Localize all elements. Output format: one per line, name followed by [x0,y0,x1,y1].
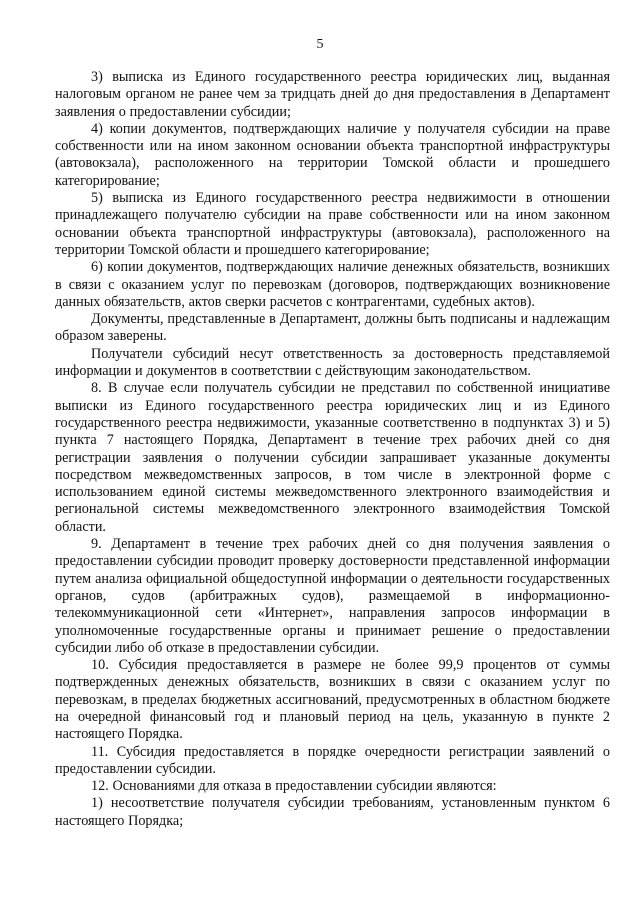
paragraph-section-8: 8. В случае если получатель субсидии не представил по собственной инициативе выписки из Единого государственного реестра юридических лиц и из Единого государственного реестра недвижимости, указанные соответственно в подпунктах 3) и 5) пункта 7 настоящего Порядка, Департамент в течение трех рабочих дней со дня регистрации заявления о получении субсидии запрашивает указанные документы посредством межведомственных запросов, в том числе в электронной форме с использованием единой системы межведомственного электронного взаимодействия и региональной системы межведомственного электронного взаимодействия Томской области. [55,380,610,535]
paragraph-section-9: 9. Департамент в течение трех рабочих дней со дня получения заявления о предоставлении субсидии проводит проверку достоверности представленной информации путем анализа официальной общедоступной информации о деятельности государственных органов, судов (арбитражных судов), размещаемой в информационно-телекоммуникационной сети «Интернет», направления запросов информации в уполномоченные государственные органы и принимает решение о предоставлении субсидии либо об отказе в предоставлении субсидии. [55,536,610,656]
paragraph-section-12: 12. Основаниями для отказа в предоставлении субсидии являются: [91,778,497,795]
paragraph-section-11: 11. Субсидия предоставляется в порядке очередности регистрации заявлений о предоставлении субсидии. [55,743,610,777]
paragraph-item-6: 6) копии документов, подтверждающих наличие денежных обязательств, возникших в связи с оказанием услуг по перевозкам (договоров, подтверждающих возникновение данных обязательств, актов сверки расчетов с контрагентами, судебных актов). [55,259,610,310]
paragraph-refusal-item-1: 1) несоответствие получателя субсидии требованиям, установленным пунктом 6 настоящего Порядка; [55,795,610,829]
paragraph-documents-signed: Документы, представленные в Департамент, должны быть подписаны и надлежащим образом заверены. [55,311,610,345]
paragraph-item-4: 4) копии документов, подтверждающих наличие у получателя субсидии на праве собственности или на ином законном основании объекта транспортной инфраструктуры (автовокзала), расположенного на территории Томской области и прошедшего категорирование; [55,120,610,189]
page-number: 5 [316,37,324,52]
document-body [55,69,610,830]
paragraph-item-3: 3) выписка из Единого государственного реестра юридических лиц, выданная налоговым органом не ранее чем за тридцать дней до дня предоставления в Департамент заявления о предоставлении субсидии; [55,69,610,120]
paragraph-item-5: 5) выписка из Единого государственного реестра недвижимости в отношении принадлежащего получателю субсидии на праве собственности или на ином законном основании объекта транспортной инфраструктуры (автовокзала), расположенного на территории Томской области и прошедшего категорирование; [55,190,610,258]
paragraph-responsibility: Получатели субсидий несут ответственность за достоверность представляемой информации и документов в соответствии с действующим законодательством. [55,345,610,380]
paragraph-section-10: 10. Субсидия предоставляется в размере не более 99,9 процентов от суммы подтвержденных денежных обязательств, возникших в связи с оказанием услуг по перевозкам, в пределах бюджетных ассигнований, предусмотренных в областном бюджете на очередной финансовый год и плановый период на цель, указанную в пункте 2 настоящего Порядка. [55,657,610,743]
